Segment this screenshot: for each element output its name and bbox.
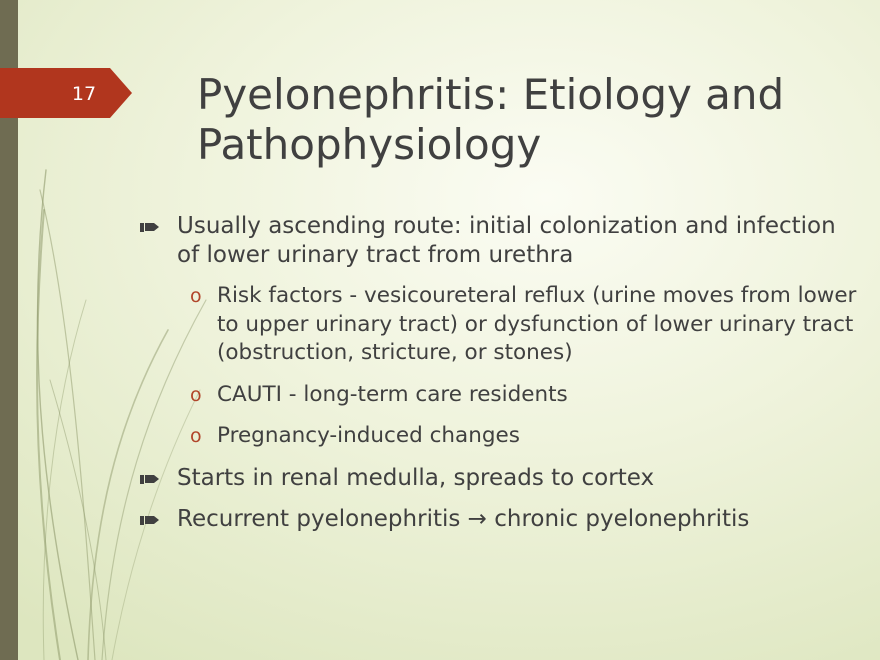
pointing-hand-icon — [140, 472, 160, 486]
bullet-item — [140, 464, 860, 493]
sub-bullet-text: Pregnancy-induced changes — [217, 423, 520, 448]
sub-bullet-item — [140, 282, 860, 368]
bullet-list — [140, 212, 860, 546]
slide-number: 17 — [71, 83, 97, 105]
pointing-hand-icon — [140, 220, 160, 234]
sub-bullet-text: Risk factors - vesicoureteral reflux (urine moves from lower to upper urinary tract) or dysfunction of lower urinary tract (obstruction, stricture, or stones) — [217, 283, 857, 365]
circle-bullet-icon: o — [190, 425, 202, 447]
title-line-2: Pathophysiology — [197, 120, 542, 169]
sub-bullet-text: CAUTI - long-term care residents — [217, 381, 568, 407]
bullet-item — [140, 505, 860, 534]
bullet-item — [140, 212, 860, 270]
bullet-text: Starts in renal medulla, spreads to cortex — [177, 464, 655, 491]
sub-bullet-item — [140, 422, 860, 451]
sub-bullet-item — [140, 381, 860, 410]
circle-bullet-icon: o — [190, 383, 202, 406]
title-line-1: Pyelonephritis: Etiology and — [197, 70, 785, 119]
slide-title — [197, 70, 837, 170]
bullet-text: Recurrent pyelonephritis → chronic pyelonephritis — [177, 505, 750, 532]
bullet-text: Usually ascending route: initial colonization and infection of lower urinary tract from urethra — [177, 213, 836, 268]
circle-bullet-icon: o — [190, 285, 202, 307]
pointing-hand-icon — [140, 513, 160, 527]
